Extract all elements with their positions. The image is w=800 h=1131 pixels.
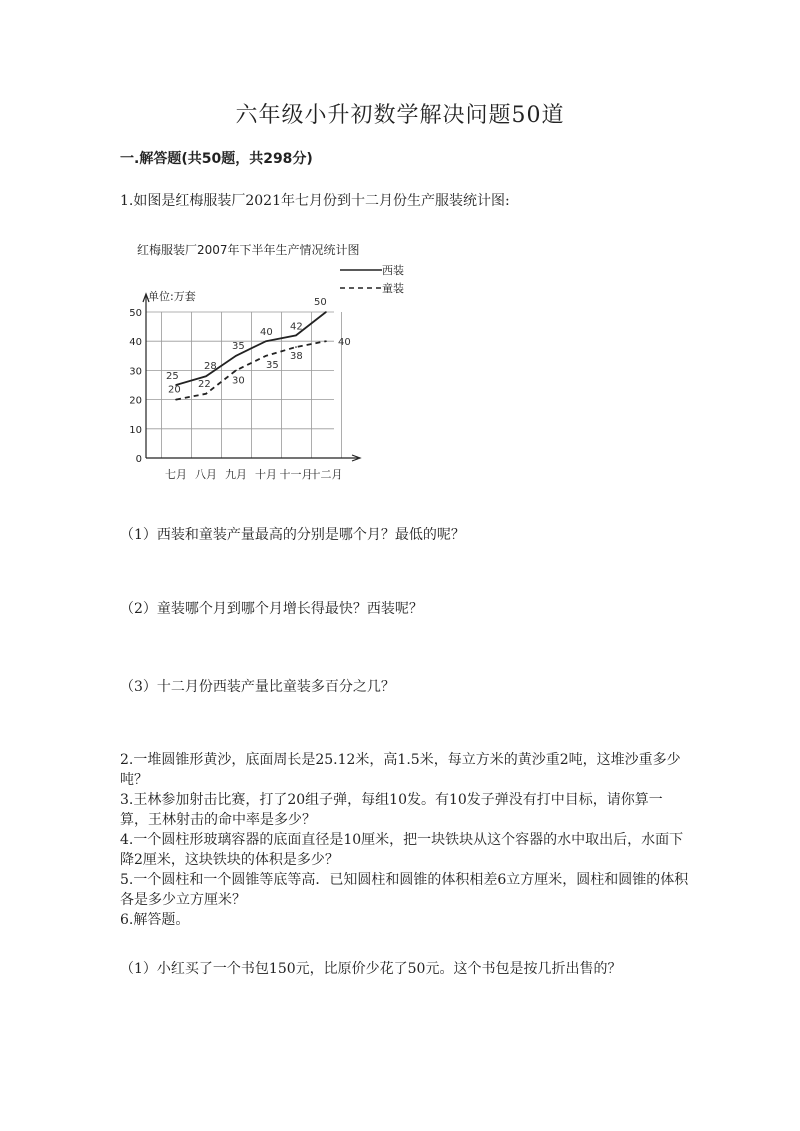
problem-5: 5.一个圆柱和一个圆锥等底等高．已知圆柱和圆锥的体积相差6立方厘米，圆柱和圆锥的体积各是多少立方厘米？	[120, 872, 689, 908]
data-label: 50	[314, 297, 327, 308]
data-label: 35	[266, 359, 279, 371]
problem-list	[120, 750, 690, 930]
problem-6-sub-1: （1）小红买了一个书包150元，比原价少花了50元。这个书包是按几折出售的？	[120, 961, 622, 977]
problem-4: 4.一个圆柱形玻璃容器的底面直径是10厘米，把一块铁块从这个容器的水中取出后，水面下降2厘米，这块铁块的体积是多少？	[120, 832, 684, 868]
question-1-sub-3: （3）十二月份西装产量比童装多百分之几？	[120, 679, 395, 695]
y-tick-label: 40	[129, 337, 142, 349]
data-point	[235, 370, 237, 372]
y-tick-label: 10	[129, 424, 142, 436]
problem-2: 2.一堆圆锥形黄沙，底面周长是25.12米，高1.5米，每立方米的黄沙重2吨，这堆沙重多少吨？	[120, 752, 681, 788]
data-point	[175, 399, 177, 401]
x-tick-label: 七月	[165, 468, 187, 481]
page-title: 六年级小升初数学解决问题50道	[235, 103, 565, 128]
data-point	[265, 355, 267, 357]
y-tick-label: 30	[129, 366, 142, 378]
data-point	[235, 355, 237, 357]
y-tick-label: 0	[135, 454, 142, 465]
y-tick-label: 50	[129, 308, 142, 319]
data-label: 20	[168, 384, 181, 396]
data-label: 38	[290, 351, 303, 363]
data-label: 25	[166, 371, 179, 382]
data-point	[325, 340, 327, 342]
data-label: 30	[232, 375, 245, 387]
x-tick-label: 十二月	[309, 468, 343, 481]
x-tick-label: 八月	[195, 468, 217, 481]
chart-y-unit-label: 单位:万套	[148, 290, 196, 303]
data-label: 22	[198, 378, 211, 390]
data-label: 35	[232, 340, 245, 352]
data-point	[295, 335, 297, 337]
x-tick-label: 十一月	[279, 468, 313, 481]
series-line-suits	[176, 312, 326, 385]
data-point	[295, 346, 297, 348]
chart-title: 红梅服装厂2007年下半年生产情况统计图	[137, 243, 360, 257]
section-heading: 一.解答题(共50题，共298分)	[120, 151, 313, 167]
x-tick-label: 九月	[225, 468, 247, 481]
question-1-intro: 1.如图是红梅服装厂2021年七月份到十二月份生产服装统计图:	[120, 193, 510, 209]
data-label: 40	[338, 337, 351, 349]
data-point	[325, 311, 327, 313]
data-label: 28	[204, 361, 217, 373]
production-line-chart	[129, 236, 404, 496]
data-point	[205, 375, 207, 377]
x-tick-label: 十月	[255, 468, 277, 481]
question-1-sub-2: （2）童装哪个月到哪个月增长得最快？西装呢？	[120, 601, 423, 617]
legend-label: 童装	[382, 282, 404, 295]
y-tick-label: 20	[129, 395, 142, 407]
legend-label: 西装	[382, 264, 404, 277]
data-label: 40	[260, 327, 273, 339]
data-point	[265, 340, 267, 342]
problem-3: 3.王林参加射击比赛，打了20组子弹，每组10发。有10发子弹没有打中目标，请你算一算，王林射击的命中率是多少？	[120, 792, 663, 828]
problem-6: 6.解答题。	[120, 912, 190, 928]
question-1-sub-1: （1）西装和童装产量最高的分别是哪个月？最低的呢？	[120, 527, 465, 543]
data-label: 42	[290, 321, 303, 333]
data-point	[205, 393, 207, 395]
